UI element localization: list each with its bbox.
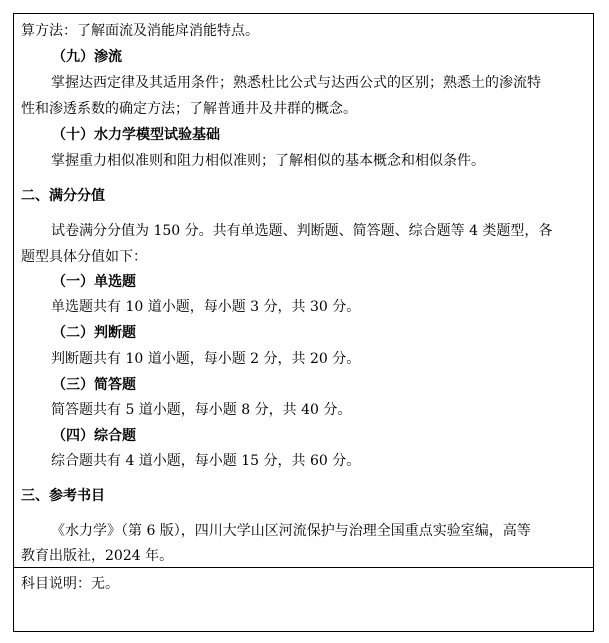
type-judge-text: 判断题共有 10 道小题，每小题 2 分，共 20 分。 (51, 351, 361, 367)
section-ten-text: 掌握重力相似准则和阻力相似准则；了解相似的基本概念和相似条件。 (51, 153, 485, 169)
section-nine-text-1: 掌握达西定律及其适用条件；熟悉杜比公式与达西公式的区别；熟悉土的渗流特 (51, 75, 541, 91)
score-text-2: 题型具体分值如下： (21, 249, 147, 265)
table-divider (13, 567, 594, 568)
type-short-heading: （三）简答题 (52, 377, 136, 393)
section-nine-heading: （九）渗流 (52, 49, 122, 65)
score-heading: 二、满分分值 (21, 188, 105, 204)
references-text-2: 教育出版社，2024 年。 (21, 548, 174, 564)
references-heading: 三、参考书目 (21, 488, 105, 504)
type-single-heading: （一）单选题 (52, 274, 136, 290)
section-ten-heading: （十）水力学模型试验基础 (52, 127, 220, 143)
references-text-1: 《水力学》（第 6 版），四川大学山区河流保护与治理全国重点实验室编，高等 (51, 523, 531, 539)
type-short-text: 简答题共有 5 道小题，每小题 8 分，共 40 分。 (51, 402, 352, 418)
type-judge-heading: （二）判断题 (52, 325, 136, 341)
subject-note: 科目说明：无。 (21, 576, 119, 592)
type-comp-text: 综合题共有 4 道小题，每小题 15 分，共 60 分。 (51, 453, 361, 469)
section-nine-text-2: 性和渗透系数的确定方法；了解普通井及井群的概念。 (21, 101, 357, 117)
intro-line: 算方法：了解面流及消能戽消能特点。 (21, 23, 259, 39)
type-single-text: 单选题共有 10 道小题，每小题 3 分，共 30 分。 (51, 299, 361, 315)
type-comp-heading: （四）综合题 (52, 428, 136, 444)
score-text-1: 试卷满分分值为 150 分。共有单选题、判断题、简答题、综合题等 4 类题型，各 (51, 223, 553, 239)
